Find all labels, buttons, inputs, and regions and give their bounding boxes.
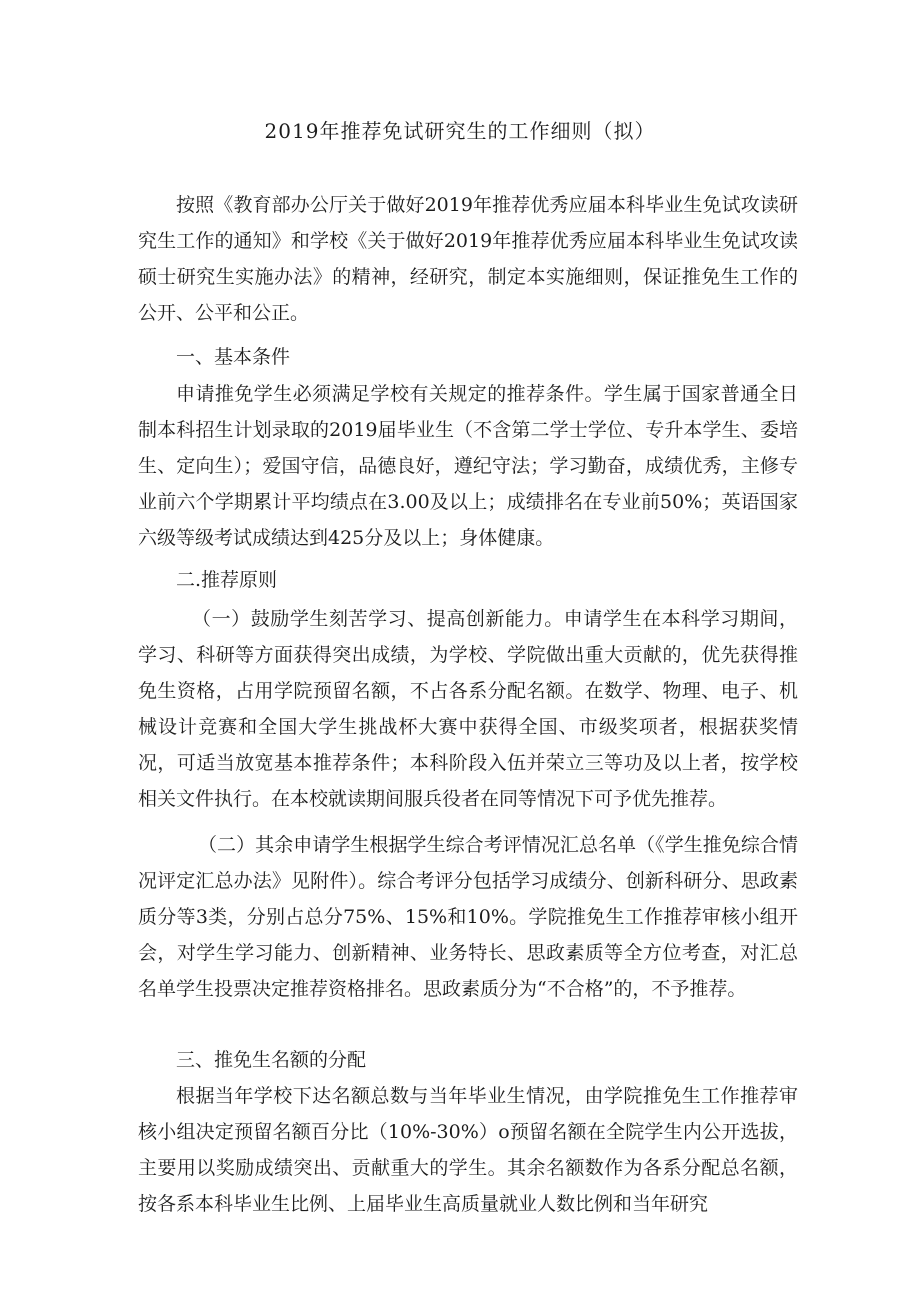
basic-conditions-paragraph: 申请推免学生必须满足学校有关规定的推荐条件。学生属于国家普通全日制本科招生计划录取的2019届毕业生（不含第二学士学位、专升本学生、委培生、定向生）；爱国守信，品德良好，遵纪守法；学习勤奋，成绩优秀，主修专业前六个学期累计平均绩点在3.00及以上；成绩排名在专业前50%；英语国家六级等级考试成绩达到425分及以上；身体健康。 (138, 383, 798, 549)
intro-paragraph: 按照《教育部办公厅关于做好2019年推荐优秀应届本科毕业生免试攻读研究生工作的通知》和学校《关于做好2019年推荐优秀应届本科毕业生免试攻读硕士研究生实施办法》的精神，经研究，制定本实施细则，保证推免生工作的公开、公平和公正。 (138, 194, 798, 324)
quota-allocation-paragraph: 根据当年学校下达名额总数与当年毕业生情况，由学院推免生工作推荐审核小组决定预留名额百分比（10%-30%）o预留名额在全院学生内公开选拔，主要用以奖励成绩突出、贡献重大的学生。其余名额数作为各系分配总名额，按各系本科毕业生比例、上届毕业生高质量就业人数比例和当年研究 (138, 1085, 798, 1215)
page-title: 2019年推荐免试研究生的工作细则（拟） (264, 119, 656, 143)
section-heading-basic-conditions: 一、基本条件 (176, 346, 291, 368)
principle-item-2: （二）其余申请学生根据学生综合考评情况汇总名单（《学生推免综合情况评定汇总办法》见附件）。综合考评分包括学习成绩分、创新科研分、思政素质分等3类，分别占总分75%、15%和10%。学院推免生工作推荐审核小组开会，对学生学习能力、创新精神、业务特长、思政素质等全方位考查，对汇总名单学生投票决定推荐资格排名。思政素质分为“不合格”的，不予推荐。 (138, 834, 798, 1000)
section-heading-recommendation-principles: 二.推荐原则 (176, 569, 278, 591)
section-heading-quota-allocation: 三、推免生名额的分配 (176, 1049, 367, 1071)
principle-item-1: （一）鼓励学生刻苦学习、提高创新能力。申请学生在本科学习期间，学习、科研等方面获得突出成绩，为学校、学院做出重大贡献的，优先获得推免生资格，占用学院预留名额，不占各系分配名额。在数学、物理、电子、机械设计竞赛和全国大学生挑战杯大赛中获得全国、市级奖项者，根据获奖情况，可适当放宽基本推荐条件；本科阶段入伍并荣立三等功及以上者，按学校相关文件执行。在本校就读期间服兵役者在同等情况下可予优先推荐。 (138, 608, 798, 810)
